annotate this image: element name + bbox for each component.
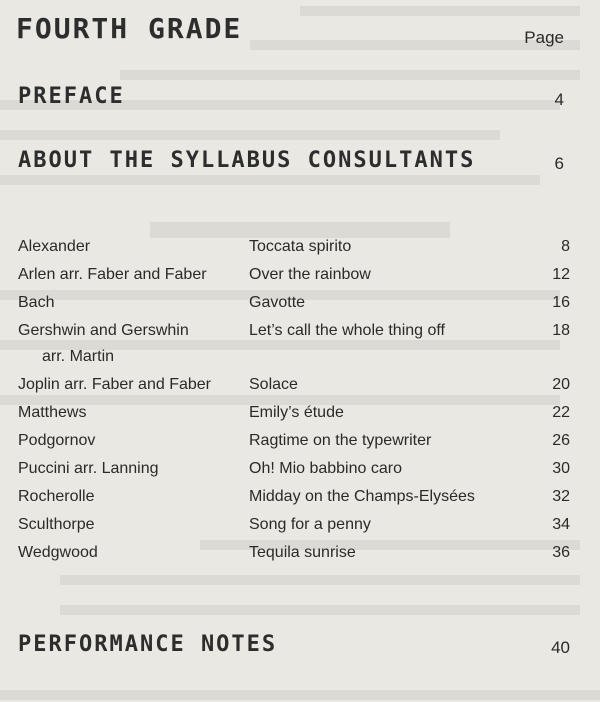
section-preface-page: 4 <box>554 90 564 109</box>
section-performance-notes-title: PERFORMANCE NOTES <box>18 632 278 657</box>
list-item <box>18 544 570 570</box>
piece-title: Ragtime on the typewriter <box>249 432 432 449</box>
composer: Puccini arr. Lanning <box>18 460 159 477</box>
composer: Gershwin and Gerswhin <box>18 322 189 339</box>
page-number: 22 <box>552 404 570 421</box>
piece-title: Solace <box>249 376 298 393</box>
list-item <box>18 376 570 402</box>
piece-title: Emily’s étude <box>249 404 344 421</box>
composer: Alexander <box>18 238 91 255</box>
section-consultants-page: 6 <box>554 154 564 173</box>
page-number: 32 <box>552 488 570 505</box>
page-number: 18 <box>552 322 570 339</box>
list-item <box>18 488 570 514</box>
piece-title: Song for a penny <box>249 516 371 533</box>
list-item <box>18 460 570 486</box>
composer: Bach <box>18 294 55 311</box>
page-number: 12 <box>552 266 570 283</box>
page-number: 26 <box>552 432 570 449</box>
piece-title: Midday on the Champs-Elysées <box>249 488 475 505</box>
piece-title: Gavotte <box>249 294 306 311</box>
list-item <box>18 404 570 430</box>
list-item <box>18 294 570 320</box>
composer: Rocherolle <box>18 488 95 505</box>
composer: Podgornov <box>18 432 96 449</box>
page-number: 16 <box>552 294 570 311</box>
piece-title: Let’s call the whole thing off <box>249 322 445 339</box>
piece-title: Tequila sunrise <box>249 544 356 561</box>
page-number: 30 <box>552 460 570 477</box>
piece-title: Toccata spirito <box>249 238 352 255</box>
piece-title: Over the rainbow <box>249 266 371 283</box>
piece-title: Oh! Mio babbino caro <box>249 460 402 477</box>
page-number: 36 <box>552 544 570 561</box>
section-preface-title: PREFACE <box>18 84 125 109</box>
list-item <box>18 266 570 292</box>
composer: Arlen arr. Faber and Faber <box>18 266 207 283</box>
list-item <box>18 322 570 348</box>
page-number: 34 <box>552 516 570 533</box>
page-number: 20 <box>552 376 570 393</box>
page-title: FOURTH GRADE <box>16 12 243 45</box>
list-item <box>18 432 570 458</box>
composer-continuation: arr. Martin <box>42 348 115 365</box>
section-performance-notes-page: 40 <box>551 638 570 657</box>
page-column-label: Page <box>524 28 564 47</box>
list-item <box>18 516 570 542</box>
page-number: 8 <box>561 238 570 255</box>
composer: Sculthorpe <box>18 516 95 533</box>
composer: Matthews <box>18 404 87 421</box>
list-item <box>18 238 570 264</box>
section-consultants-title: ABOUT THE SYLLABUS CONSULTANTS <box>18 148 476 173</box>
composer: Joplin arr. Faber and Faber <box>18 376 211 393</box>
composer: Wedgwood <box>18 544 98 561</box>
